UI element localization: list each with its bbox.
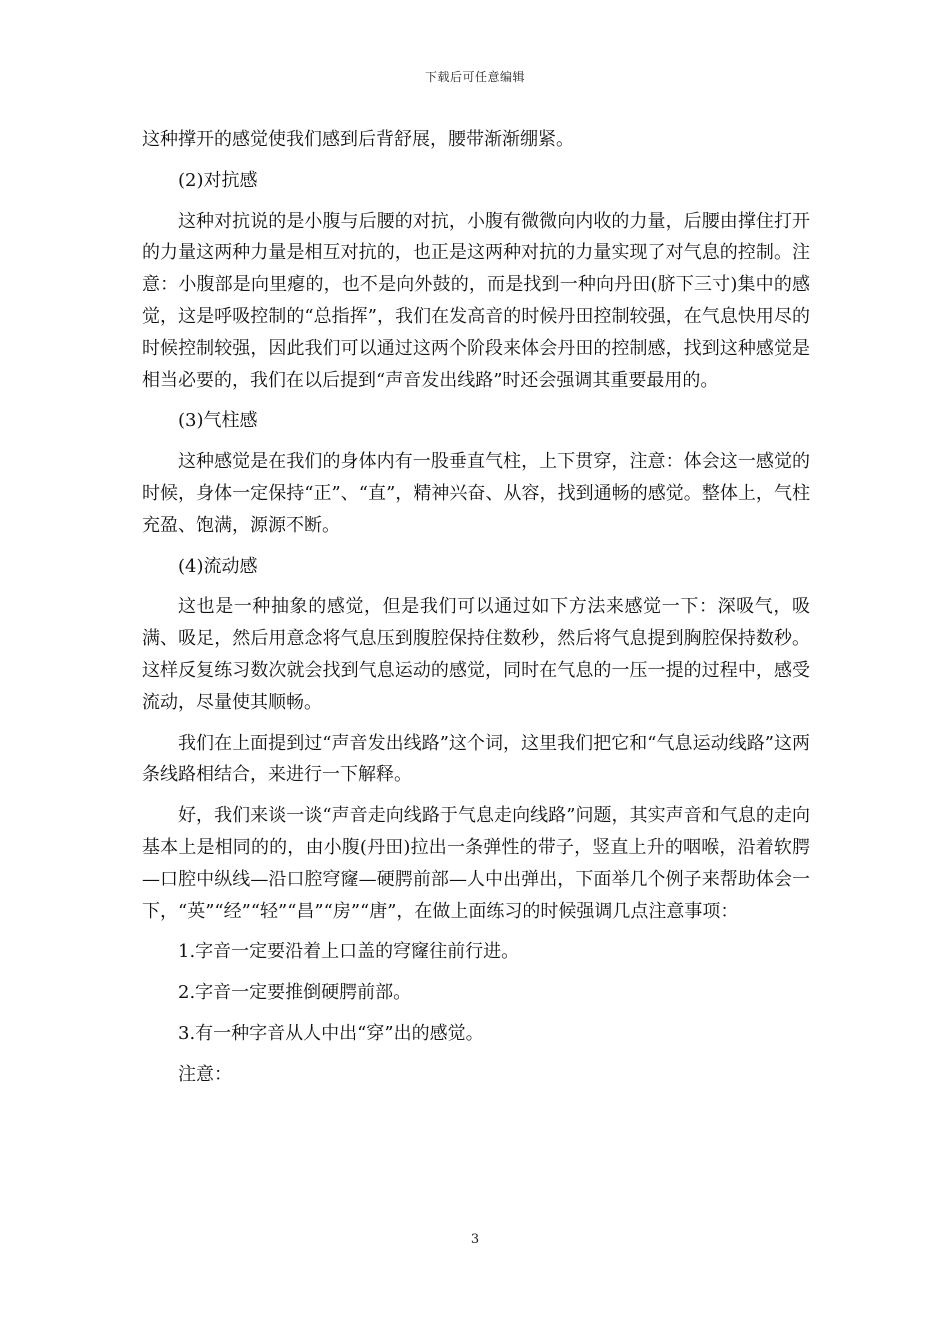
list-item-2: 2.字音一定要推倒硬腭前部。	[178, 982, 412, 1004]
paragraph-resistance: 这种对抗说的是小腹与后腰的对抗，小腹有微微向内收的力量，后腰由撑住打开的力量这两种力量是相互对抗的，也正是这两种对抗的力量实现了对气息的控制。注意：小腹部是向里瘪的，也不是向外鼓的，而是找到一种向丹田(脐下三寸)集中的感觉，这是呼吸控制的“总指挥”，我们在发高音的时候丹田控制较强，在气息快用尽的时候控制较强，因此我们可以通过这两个阶段来体会丹田的控制感，找到这种感觉是相当必要的，我们在以后提到“声音发出线路”时还会强调其重要最用的。	[142, 210, 810, 391]
list-item-1: 1.字音一定要沿着上口盖的穹窿往前行进。	[178, 941, 520, 963]
paragraph-continuation: 这种撑开的感觉使我们感到后背舒展，腰带渐渐绷紧。	[142, 129, 574, 150]
list-item-3: 3.有一种字音从人中出“穿”出的感觉。	[178, 1022, 484, 1044]
paragraph-voice-path: 好，我们来谈一谈“声音走向线路于气息走向线路”问题，其实声音和气息的走向基本上是相同的的，由小腹(丹田)拉出一条弹性的带子，竖直上升的咽喉，沿着软腭—口腔中纵线—沿口腔穹窿—硬腭前部—人中出弹出，下面举几个例子来帮助体会一下，“英”“经”“轻”“昌”“房”“唐”，在做上面练习的时候强调几点注意事项：	[142, 805, 810, 922]
section-heading-resistance: (2)对抗感	[178, 169, 258, 191]
paragraph-voice-path-intro: 我们在上面提到过“声音发出线路”这个词，这里我们把它和“气息运动线路”这两条线路相结合，来进行一下解释。	[142, 732, 810, 786]
paragraph-air-column: 这种感觉是在我们的身体内有一股垂直气柱，上下贯穿，注意：体会这一感觉的时候，身体一定保持“正”、“直”，精神兴奋、从容，找到通畅的感觉。整体上，气柱充盈、饱满，源源不断。	[142, 451, 810, 536]
note-label: 注意：	[178, 1063, 232, 1085]
paragraph-flow: 这也是一种抽象的感觉，但是我们可以通过如下方法来感觉一下：深吸气，吸满、吸足，然后用意念将气息压到腹腔保持住数秒，然后将气息提到胸腔保持数秒。这样反复练习数次就会找到气息运动的感觉，同时在气息的一压一提的过程中，感受流动，尽量使其顺畅。	[142, 596, 810, 713]
section-heading-flow: (4)流动感	[178, 555, 258, 577]
section-heading-air-column: (3)气柱感	[178, 410, 258, 432]
page-header: 下载后可任意编辑	[424, 70, 525, 84]
page-number: 3	[470, 1232, 480, 1247]
document-body	[142, 124, 810, 1100]
